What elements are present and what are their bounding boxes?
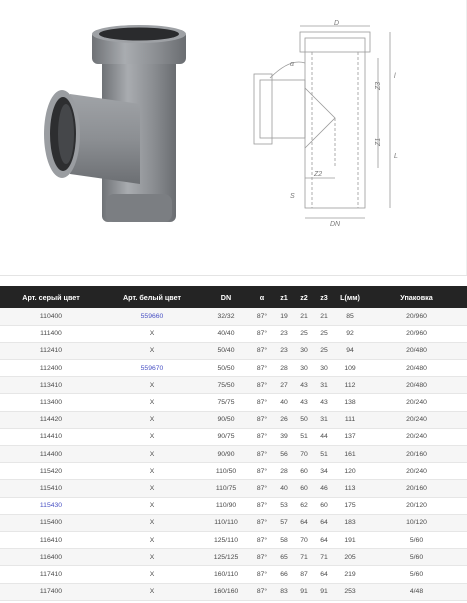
table-cell: 66: [274, 566, 294, 583]
table-cell: 31: [314, 377, 334, 394]
table-cell: X: [102, 583, 202, 600]
table-cell: 60: [314, 497, 334, 514]
table-cell: 87°: [250, 342, 274, 359]
table-cell: X: [102, 394, 202, 411]
column-header: Упаковка: [366, 286, 467, 308]
table-cell: 110/110: [202, 514, 250, 531]
table-cell: 87°: [250, 480, 274, 497]
table-cell: 117410: [0, 566, 102, 583]
dim-z2-label: Z2: [314, 171, 323, 178]
table-cell: 20/160: [366, 446, 467, 463]
product-images: [0, 0, 467, 276]
table-cell: 23: [274, 342, 294, 359]
table-cell: 115420: [0, 463, 102, 480]
table-cell: 60: [294, 480, 314, 497]
table-cell: 20/480: [366, 377, 467, 394]
table-cell: 87°: [250, 463, 274, 480]
table-cell: 20/960: [366, 308, 467, 325]
table-cell: 26: [274, 411, 294, 428]
table-cell: X: [102, 377, 202, 394]
table-cell: 57: [274, 514, 294, 531]
table-cell: 175: [334, 497, 366, 514]
table-row: [0, 308, 467, 325]
column-header: DN: [202, 286, 250, 308]
table-row: [0, 342, 467, 359]
table-cell: 20/480: [366, 360, 467, 377]
table-cell: 20/120: [366, 497, 467, 514]
table-cell: X: [102, 342, 202, 359]
technical-drawing: [250, 18, 420, 228]
table-cell: 90/90: [202, 446, 250, 463]
table-cell: 30: [314, 360, 334, 377]
table-cell: 137: [334, 428, 366, 445]
table-row: [0, 566, 467, 583]
column-header: α: [250, 286, 274, 308]
table-row: [0, 480, 467, 497]
table-cell: 83: [274, 583, 294, 600]
table-cell: 40: [274, 480, 294, 497]
table-row: [0, 325, 467, 342]
table-cell: 205: [334, 549, 366, 566]
table-cell: 114400: [0, 446, 102, 463]
table-row: [0, 497, 467, 514]
table-cell: 87°: [250, 377, 274, 394]
table-cell: 62: [294, 497, 314, 514]
table-cell: 30: [294, 360, 314, 377]
table-cell: 113: [334, 480, 366, 497]
table-cell: 25: [314, 342, 334, 359]
column-header: L(мм): [334, 286, 366, 308]
table-cell: 113400: [0, 394, 102, 411]
table-cell: 87°: [250, 308, 274, 325]
table-cell: 87°: [250, 531, 274, 548]
product-photo: [30, 24, 200, 224]
table-row: [0, 411, 467, 428]
table-cell: 20/480: [366, 342, 467, 359]
table-cell: 31: [314, 411, 334, 428]
table-cell: 114420: [0, 411, 102, 428]
table-cell: X: [102, 531, 202, 548]
table-cell: X: [102, 428, 202, 445]
table-body: [0, 308, 467, 600]
dim-z3-label: Z3: [375, 81, 382, 90]
table-cell: 219: [334, 566, 366, 583]
table-header-row: [0, 286, 467, 308]
table-cell: 160/160: [202, 583, 250, 600]
table-row: [0, 463, 467, 480]
table-cell: 75/50: [202, 377, 250, 394]
table-cell: 160/110: [202, 566, 250, 583]
table-row: [0, 428, 467, 445]
table-cell: 112410: [0, 342, 102, 359]
table-cell: 43: [294, 377, 314, 394]
table-row: [0, 446, 467, 463]
table-cell: X: [102, 549, 202, 566]
table-cell: 110/75: [202, 480, 250, 497]
table-row: [0, 377, 467, 394]
article-link[interactable]: 559660: [102, 308, 202, 325]
table-cell: 138: [334, 394, 366, 411]
table-cell: X: [102, 446, 202, 463]
table-cell: 20/240: [366, 411, 467, 428]
table-cell: 114410: [0, 428, 102, 445]
table-cell: 53: [274, 497, 294, 514]
table-cell: X: [102, 463, 202, 480]
table-cell: 28: [274, 463, 294, 480]
table-cell: 64: [314, 566, 334, 583]
table-cell: 20/240: [366, 463, 467, 480]
table-cell: X: [102, 411, 202, 428]
table-cell: X: [102, 514, 202, 531]
table-cell: 112: [334, 377, 366, 394]
table-row: [0, 360, 467, 377]
table-cell: 116400: [0, 549, 102, 566]
table-cell: 56: [274, 446, 294, 463]
table-cell: 116410: [0, 531, 102, 548]
table-cell: X: [102, 497, 202, 514]
specs-table: [0, 286, 467, 601]
dim-dn-label: DN: [330, 221, 341, 228]
table-cell: 21: [314, 308, 334, 325]
table-cell: 183: [334, 514, 366, 531]
table-cell: 109: [334, 360, 366, 377]
table-cell: X: [102, 566, 202, 583]
table-cell: 94: [334, 342, 366, 359]
table-cell: 253: [334, 583, 366, 600]
table-cell: 44: [314, 428, 334, 445]
table-cell: 87°: [250, 514, 274, 531]
table-cell: 25: [294, 325, 314, 342]
table-row: [0, 583, 467, 600]
table-cell: 87°: [250, 325, 274, 342]
table-cell: 30: [294, 342, 314, 359]
table-cell: 117400: [0, 583, 102, 600]
table-cell: 110/90: [202, 497, 250, 514]
table-cell: 87°: [250, 394, 274, 411]
table-row: [0, 531, 467, 548]
table-cell: 60: [294, 463, 314, 480]
table-cell: 71: [294, 549, 314, 566]
table-cell: 58: [274, 531, 294, 548]
table-cell: 64: [314, 531, 334, 548]
table-cell: 85: [334, 308, 366, 325]
table-cell: X: [102, 480, 202, 497]
table-cell: 70: [294, 446, 314, 463]
table-cell: 87°: [250, 446, 274, 463]
dim-d-label: D: [334, 20, 340, 27]
table-cell: 34: [314, 463, 334, 480]
table-cell: X: [102, 325, 202, 342]
table-cell: 111400: [0, 325, 102, 342]
table-cell: 91: [314, 583, 334, 600]
table-cell: 87°: [250, 428, 274, 445]
table-cell: 191: [334, 531, 366, 548]
table-cell: 70: [294, 531, 314, 548]
table-cell: 5/60: [366, 531, 467, 548]
table-cell: 10/120: [366, 514, 467, 531]
table-cell: 120: [334, 463, 366, 480]
column-header: z1: [274, 286, 294, 308]
table-cell: 28: [274, 360, 294, 377]
table-cell: 115400: [0, 514, 102, 531]
table-cell: 64: [314, 514, 334, 531]
column-header: z3: [314, 286, 334, 308]
table-cell: 64: [294, 514, 314, 531]
table-cell: 21: [294, 308, 314, 325]
dim-alpha-label: α: [290, 61, 294, 68]
table-cell: 50/50: [202, 360, 250, 377]
column-header: Арт. белый цвет: [102, 286, 202, 308]
table-cell: 50: [294, 411, 314, 428]
table-cell: 20/960: [366, 325, 467, 342]
table-cell: 87°: [250, 411, 274, 428]
column-header: Арт. серый цвет: [0, 286, 102, 308]
dim-l-big-label: L: [394, 153, 398, 160]
table-cell: 43: [314, 394, 334, 411]
table-cell: 92: [334, 325, 366, 342]
table-cell: 87°: [250, 583, 274, 600]
table-cell: 161: [334, 446, 366, 463]
table-cell: 25: [314, 325, 334, 342]
table-cell: 87°: [250, 549, 274, 566]
table-cell: 43: [294, 394, 314, 411]
column-header: z2: [294, 286, 314, 308]
table-cell: 115410: [0, 480, 102, 497]
table-cell: 51: [314, 446, 334, 463]
table-cell: 40/40: [202, 325, 250, 342]
table-cell: 65: [274, 549, 294, 566]
table-cell: 113410: [0, 377, 102, 394]
table-cell: 87°: [250, 566, 274, 583]
table-cell: 71: [314, 549, 334, 566]
section-divider: [0, 275, 467, 276]
table-cell: 32/32: [202, 308, 250, 325]
table-cell: 91: [294, 583, 314, 600]
table-cell: 90/50: [202, 411, 250, 428]
table-cell: 20/240: [366, 428, 467, 445]
table-cell: 46: [314, 480, 334, 497]
table-cell: 87°: [250, 497, 274, 514]
table-cell: 87°: [250, 360, 274, 377]
table-row: [0, 549, 467, 566]
table-cell: 5/60: [366, 549, 467, 566]
table-row: [0, 514, 467, 531]
table-cell: 112400: [0, 360, 102, 377]
table-cell: 27: [274, 377, 294, 394]
dim-l-small-label: l: [394, 73, 396, 80]
table-cell: 111: [334, 411, 366, 428]
article-link[interactable]: 559670: [102, 360, 202, 377]
table-cell: 23: [274, 325, 294, 342]
table-cell: 125/110: [202, 531, 250, 548]
table-cell: 90/75: [202, 428, 250, 445]
table-cell: 51: [294, 428, 314, 445]
table-cell: 20/160: [366, 480, 467, 497]
table-cell: 50/40: [202, 342, 250, 359]
table-cell: 110/50: [202, 463, 250, 480]
table-cell: 87: [294, 566, 314, 583]
dim-z1-label: Z1: [375, 137, 382, 146]
table-cell: 19: [274, 308, 294, 325]
table-cell: 40: [274, 394, 294, 411]
dim-s-label: S: [290, 193, 295, 200]
table-cell: 75/75: [202, 394, 250, 411]
table-cell: 4/48: [366, 583, 467, 600]
table-cell: 5/60: [366, 566, 467, 583]
article-link[interactable]: 115430: [0, 497, 102, 514]
table-cell: 39: [274, 428, 294, 445]
table-row: [0, 394, 467, 411]
table-cell: 110400: [0, 308, 102, 325]
table-cell: 125/125: [202, 549, 250, 566]
table-cell: 20/240: [366, 394, 467, 411]
